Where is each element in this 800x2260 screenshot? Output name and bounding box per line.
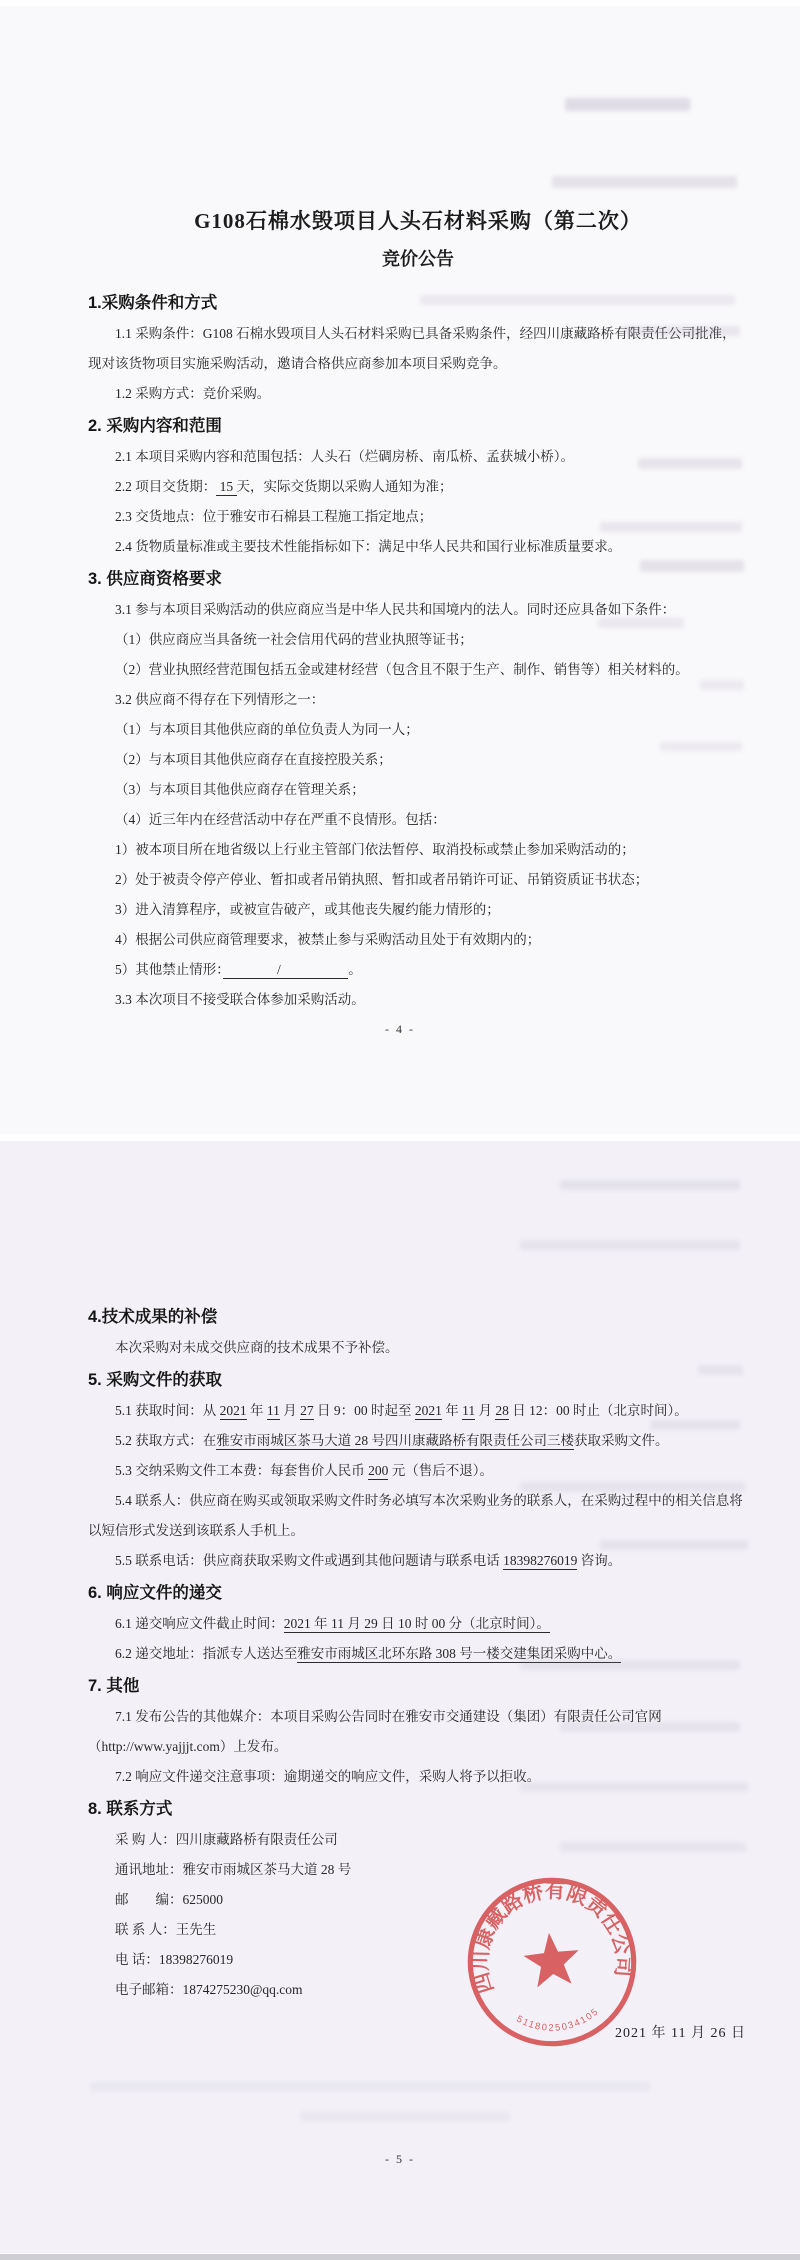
text-run: 电 话：18398276019 — [115, 1952, 234, 1967]
bleedthrough-artifact — [622, 326, 740, 336]
text-run: 采 购 人：四川康藏路桥有限责任公司 — [115, 1832, 338, 1847]
text-run: 2）处于被责令停产停业、暂扣或者吊销执照、暂扣或者吊销许可证、吊销资质证书状态； — [115, 872, 649, 887]
text-run: 2. 采购内容和范围 — [88, 417, 222, 435]
seal-company-name: 四川康藏路桥有限责任公司 — [468, 1878, 636, 1997]
underlined-value: 2021 — [414, 1403, 442, 1418]
page-4-body — [88, 288, 748, 1015]
seal-serial-number: 5118025034105 — [514, 2005, 602, 2034]
text-run: 5.5 联系电话：供应商获取采购文件或遇到其他问题请与联系电话 — [115, 1553, 504, 1568]
bleedthrough-artifact — [560, 1180, 740, 1190]
paragraph-line — [88, 685, 748, 715]
page-5-content — [88, 1141, 748, 2005]
paragraph-line — [88, 1546, 748, 1576]
page-number-4: - 4 - — [385, 1022, 415, 1036]
text-run: 3.2 供应商不得存在下列情形之一： — [115, 692, 325, 707]
text-run: 电子邮箱：1874275230@qq.com — [115, 1982, 303, 1997]
underlined-value: 15 — [216, 479, 237, 494]
text-run: 7.1 发布公告的其他媒介：本项目采购公告同时在雅安市交通建设（集团）有限责任公司官网（http://www.yajjjt.com）上发布。 — [88, 1709, 662, 1754]
text-run: 5.1 获取时间：从 — [115, 1403, 220, 1418]
paragraph-line — [88, 1396, 748, 1426]
bleedthrough-artifact — [420, 295, 735, 305]
text-run: （2）营业执照经营范围包括五金或建材经营（包含且不限于生产、制作、销售等）相关材料的。 — [115, 662, 689, 677]
text-run: 获取采购文件。 — [574, 1433, 669, 1448]
text-run: 天，实际交货期以采购人通知为准； — [236, 479, 453, 494]
underlined-value: 雅安市雨城区茶马大道 28 号四川康藏路桥有限责任公司三楼 — [216, 1433, 574, 1448]
paragraph-line — [88, 925, 748, 955]
text-run: 1.1 采购条件：G108 石棉水毁项目人头石材料采购已具备采购条件，经四川康藏路桥有限责任公司批准，现对该货物项目实施采购活动，邀请合格供应商参加本项目采购竞争。 — [88, 326, 736, 371]
text-run: 5）其他禁止情形： — [115, 962, 223, 977]
company-seal-stamp-icon — [457, 1867, 646, 2056]
bleedthrough-artifact — [90, 2082, 650, 2091]
paragraph-line — [88, 715, 748, 745]
underlined-value: 雅安市雨城区北环东路 308 号一楼交建集团采购中心。 — [297, 1646, 622, 1661]
underlined-value: 200 — [368, 1463, 389, 1478]
bleedthrough-artifact — [560, 1722, 740, 1732]
paragraph-line — [88, 1702, 748, 1762]
text-run: 。 — [348, 962, 362, 977]
text-run: 1）被本项目所在地省级以上行业主管部门依法暂停、取消投标或禁止参加采购活动的； — [115, 842, 635, 857]
text-run: 7.2 响应文件递交注意事项：逾期递交的响应文件，采购人将予以拒收。 — [115, 1769, 541, 1784]
paragraph-line — [88, 775, 748, 805]
scan-bottom-edge — [0, 2254, 800, 2260]
paragraph-line — [88, 1426, 748, 1456]
paragraph-line — [88, 1609, 748, 1639]
paragraph-line — [88, 472, 748, 502]
bleedthrough-artifact — [650, 1420, 740, 1430]
text-run: （1）供应商应当具备统一社会信用代码的营业执照等证书； — [115, 632, 473, 647]
paragraph-line — [88, 805, 748, 835]
paragraph-line — [88, 1333, 748, 1363]
text-run: 4.技术成果的补偿 — [88, 1308, 218, 1326]
text-run: 2.1 本项目采购内容和范围包括：人头石（烂碉房桥、南瓜桥、孟获城小桥）。 — [115, 449, 574, 464]
paragraph-line — [88, 1945, 748, 1975]
page-4-content — [88, 6, 748, 1015]
document-title: G108石棉水毁项目人头石材料采购（第二次） — [194, 209, 642, 233]
section-heading — [88, 1671, 748, 1702]
bleedthrough-artifact — [520, 1482, 745, 1492]
section-heading — [88, 1794, 748, 1825]
text-run: 6.1 递交响应文件截止时间： — [115, 1616, 284, 1631]
page-5-body — [88, 1302, 748, 2005]
text-run: 3.1 参与本项目采购活动的供应商应当是中华人民共和国境内的法人。同时还应具备如下条件： — [115, 602, 676, 617]
seal-star-icon — [521, 1930, 582, 1988]
paragraph-line — [88, 1855, 748, 1885]
text-run: 通讯地址：雅安市雨城区茶马大道 28 号 — [115, 1862, 352, 1877]
section-heading — [88, 1578, 748, 1609]
paragraph-line — [88, 655, 748, 685]
section-heading — [88, 1302, 748, 1333]
underlined-value: 11 — [266, 1403, 280, 1418]
text-run: 6.2 递交地址：指派专人送达至 — [115, 1646, 298, 1661]
text-run: 3.3 本次项目不接受联合体参加采购活动。 — [115, 992, 365, 1007]
text-run: 月 — [279, 1403, 301, 1418]
text-run: 5.4 联系人：供应商在购买或领取采购文件时务必填写本次采购业务的联系人，在采购过程中的相关信息将以短信形式发送到该联系人手机上。 — [88, 1493, 743, 1538]
underlined-value: 18398276019 — [503, 1553, 578, 1568]
text-run: 1.2 采购方式：竞价采购。 — [115, 386, 271, 401]
paragraph-line — [88, 895, 748, 925]
text-run: 5.2 获取方式：在 — [115, 1433, 217, 1448]
bleedthrough-artifact — [560, 1842, 746, 1852]
text-run: 联 系 人：王先生 — [115, 1922, 217, 1937]
text-run: （4）近三年内在经营活动中存在严重不良情形。包括： — [115, 812, 446, 827]
text-run: 5.3 交纳采购文件工本费：每套售价人民币 — [115, 1463, 369, 1478]
text-run: 2.4 货物质量标准或主要技术性能指标如下：满足中华人民共和国行业标准质量要求。 — [115, 539, 622, 554]
underlined-value: 2021 年 11 月 29 日 10 时 00 分（北京时间）。 — [283, 1616, 550, 1631]
text-run: 元（售后不退）。 — [388, 1463, 493, 1478]
paragraph-line — [88, 1885, 748, 1915]
paragraph-line — [88, 1915, 748, 1945]
text-run: 本次采购对未成交供应商的技术成果不予补偿。 — [115, 1340, 399, 1355]
text-run: 年 — [441, 1403, 463, 1418]
text-run: 1.采购条件和方式 — [88, 294, 218, 312]
document-subtitle: 竞价公告 — [382, 249, 454, 269]
underlined-value: 11 — [462, 1403, 476, 1418]
bleedthrough-artifact — [600, 522, 742, 532]
paragraph-line — [88, 1975, 748, 2005]
bleedthrough-artifact — [660, 742, 742, 751]
text-run: 日 12：00 时止（北京时间）。 — [508, 1403, 688, 1418]
text-run: 3. 供应商资格要求 — [88, 570, 222, 588]
page-number-5: - 5 - — [385, 2152, 415, 2166]
section-heading — [88, 1365, 748, 1396]
bleedthrough-artifact — [300, 2112, 510, 2121]
bleedthrough-artifact — [520, 1782, 748, 1792]
paragraph-line — [88, 865, 748, 895]
text-run: 咨询。 — [577, 1553, 622, 1568]
paragraph-line — [88, 835, 748, 865]
text-run: 月 — [475, 1403, 496, 1418]
text-run: 2.2 项目交货期： — [115, 479, 217, 494]
paragraph-line — [88, 955, 748, 985]
text-run: 6. 响应文件的递交 — [88, 1584, 222, 1602]
underlined-value: 28 — [495, 1403, 509, 1418]
bleedthrough-artifact — [698, 1365, 743, 1375]
section-heading — [88, 411, 748, 442]
text-run: 5. 采购文件的获取 — [88, 1371, 222, 1389]
bleedthrough-artifact — [700, 680, 744, 690]
paragraph-line — [88, 985, 748, 1015]
text-run: 2.3 交货地点：位于雅安市石棉县工程施工指定地点； — [115, 509, 433, 524]
paragraph-line — [88, 625, 748, 655]
text-run: （3）与本项目其他供应商存在管理关系； — [115, 782, 365, 797]
text-run: （1）与本项目其他供应商的单位负责人为同一人； — [115, 722, 419, 737]
text-run: 8. 联系方式 — [88, 1800, 173, 1818]
bleedthrough-artifact — [640, 560, 744, 572]
paragraph-line — [88, 1486, 748, 1546]
bleedthrough-artifact — [520, 1240, 740, 1250]
paragraph-line — [88, 745, 748, 775]
text-run: 7. 其他 — [88, 1677, 140, 1695]
paragraph-line — [88, 532, 748, 562]
bleedthrough-artifact — [552, 176, 737, 188]
document-date: 2021 年 11 月 26 日 — [615, 2026, 746, 2041]
text-run: 日 9：00 时起至 — [313, 1403, 415, 1418]
bleedthrough-artifact — [638, 458, 742, 469]
underlined-value: 27 — [300, 1403, 314, 1418]
bleedthrough-artifact — [520, 1660, 740, 1670]
text-run: 年 — [246, 1403, 267, 1418]
text-run: 3）进入清算程序，或被宣告破产，或其他丧失履约能力情形的； — [115, 902, 500, 917]
underlined-value: 2021 — [219, 1403, 247, 1418]
paragraph-line — [88, 379, 748, 409]
text-run: 邮 编：625000 — [115, 1892, 223, 1907]
text-run: 4）根据公司供应商管理要求，被禁止参与采购活动且处于有效期内的； — [115, 932, 541, 947]
text-run: （2）与本项目其他供应商存在直接控股关系； — [115, 752, 392, 767]
bleedthrough-artifact — [565, 98, 690, 111]
bleedthrough-artifact — [598, 618, 684, 628]
bleedthrough-artifact — [600, 1540, 748, 1550]
underlined-value: / — [223, 962, 349, 977]
